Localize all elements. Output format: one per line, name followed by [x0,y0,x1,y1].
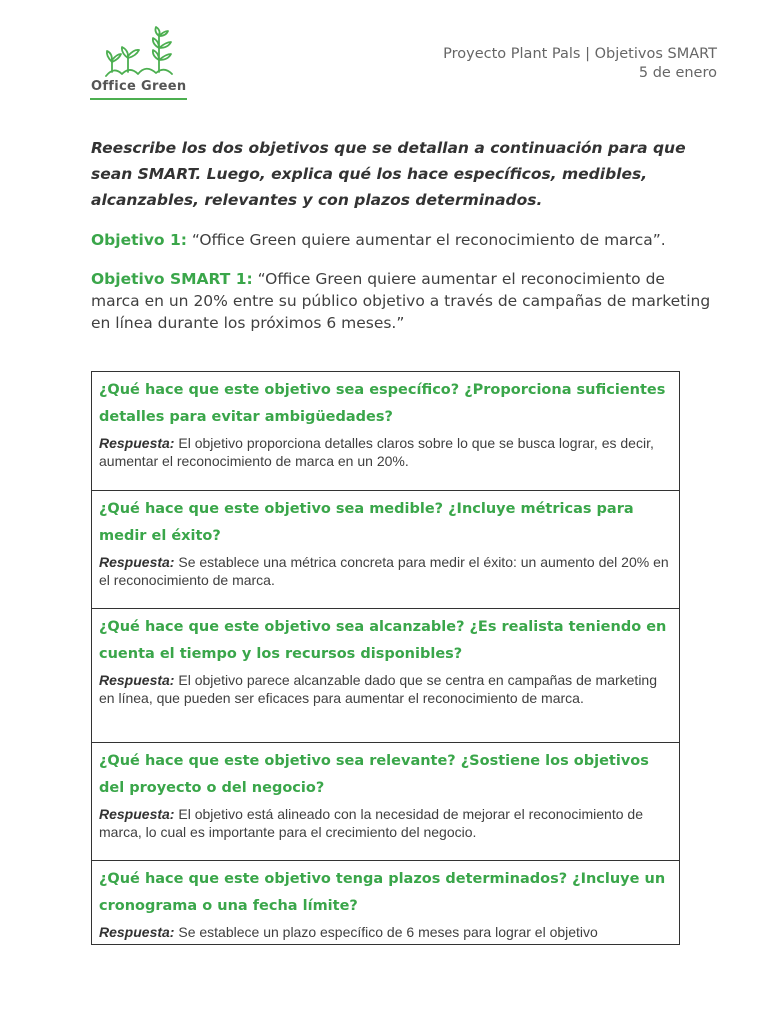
qa-measurable [92,490,679,608]
qa-answer [99,554,672,589]
smart-goal-1-label: Objetivo SMART 1: [91,270,253,288]
qa-question: ¿Qué hace que este objetivo sea medible? ¿Incluye métricas para medir el éxito? [99,501,634,544]
qa-answer [99,806,672,841]
qa-time-bound [92,860,679,944]
answer-label: Respuesta: [99,806,175,822]
answer-label: Respuesta: [99,672,175,688]
qa-answer [99,672,672,707]
office-green-logo [90,26,190,102]
answer-text: Se establece un plazo específico de 6 meses para lograr el objetivo [174,924,598,940]
answer-label: Respuesta: [99,435,175,451]
logo-underline [90,98,187,100]
answer-text: El objetivo está alineado con la necesidad de mejorar el reconocimiento de marca, lo cual es importante para el crecimiento del negocio. [99,806,643,840]
smart-goal-1 [91,268,711,334]
qa-question: ¿Qué hace que este objetivo sea específico? ¿Proporciona suficientes detalles para evitar ambigüedades? [99,382,666,425]
answer-label: Respuesta: [99,554,175,570]
qa-achievable [92,608,679,742]
document-header [443,45,717,83]
instructions: Reescribe los dos objetivos que se detallan a continuación para que sean SMART. Luego, explica qué los hace específicos, medibles, alcanzables, relevantes y con plazos determinados. [91,139,686,209]
smart-criteria-table [91,371,680,945]
qa-question: ¿Qué hace que este objetivo tenga plazos determinados? ¿Incluye un cronograma o una fecha límite? [99,871,666,914]
answer-text: Se establece una métrica concreta para medir el éxito: un aumento del 20% en el reconocimiento de marca. [99,554,669,588]
smart-goal-1-text: “Office Green quiere aumentar el reconocimiento de marca en un 20% entre su público objetivo a través de campañas de marketing en línea durante los próximos 6 meses.” [91,270,711,332]
qa-relevant [92,742,679,860]
goal-1-label: Objetivo 1: [91,231,187,249]
answer-text: El objetivo parece alcanzable dado que se centra en campañas de marketing en línea, que pueden ser eficaces para aumentar el reconocimiento de marca. [99,672,657,706]
qa-answer [99,435,672,470]
answer-label: Respuesta: [99,924,175,940]
header-project-title: Proyecto Plant Pals | Objetivos SMART [443,46,717,62]
seedlings-icon [104,26,176,78]
answer-text: El objetivo proporciona detalles claros sobre lo que se busca lograr, es decir, aumentar el reconocimiento de marca en un 20%. [99,435,654,469]
qa-question: ¿Qué hace que este objetivo sea alcanzable? ¿Es realista teniendo en cuenta el tiempo y los recursos disponibles? [99,619,667,662]
goal-1-text: “Office Green quiere aumentar el reconocimiento de marca”. [186,231,666,249]
qa-answer [99,924,672,942]
qa-question: ¿Qué hace que este objetivo sea relevante? ¿Sostiene los objetivos del proyecto o del negocio? [99,753,649,796]
logo-wordmark: Office Green [91,79,187,94]
header-date: 5 de enero [638,65,717,81]
qa-specific [92,372,679,490]
goal-1 [91,229,711,251]
